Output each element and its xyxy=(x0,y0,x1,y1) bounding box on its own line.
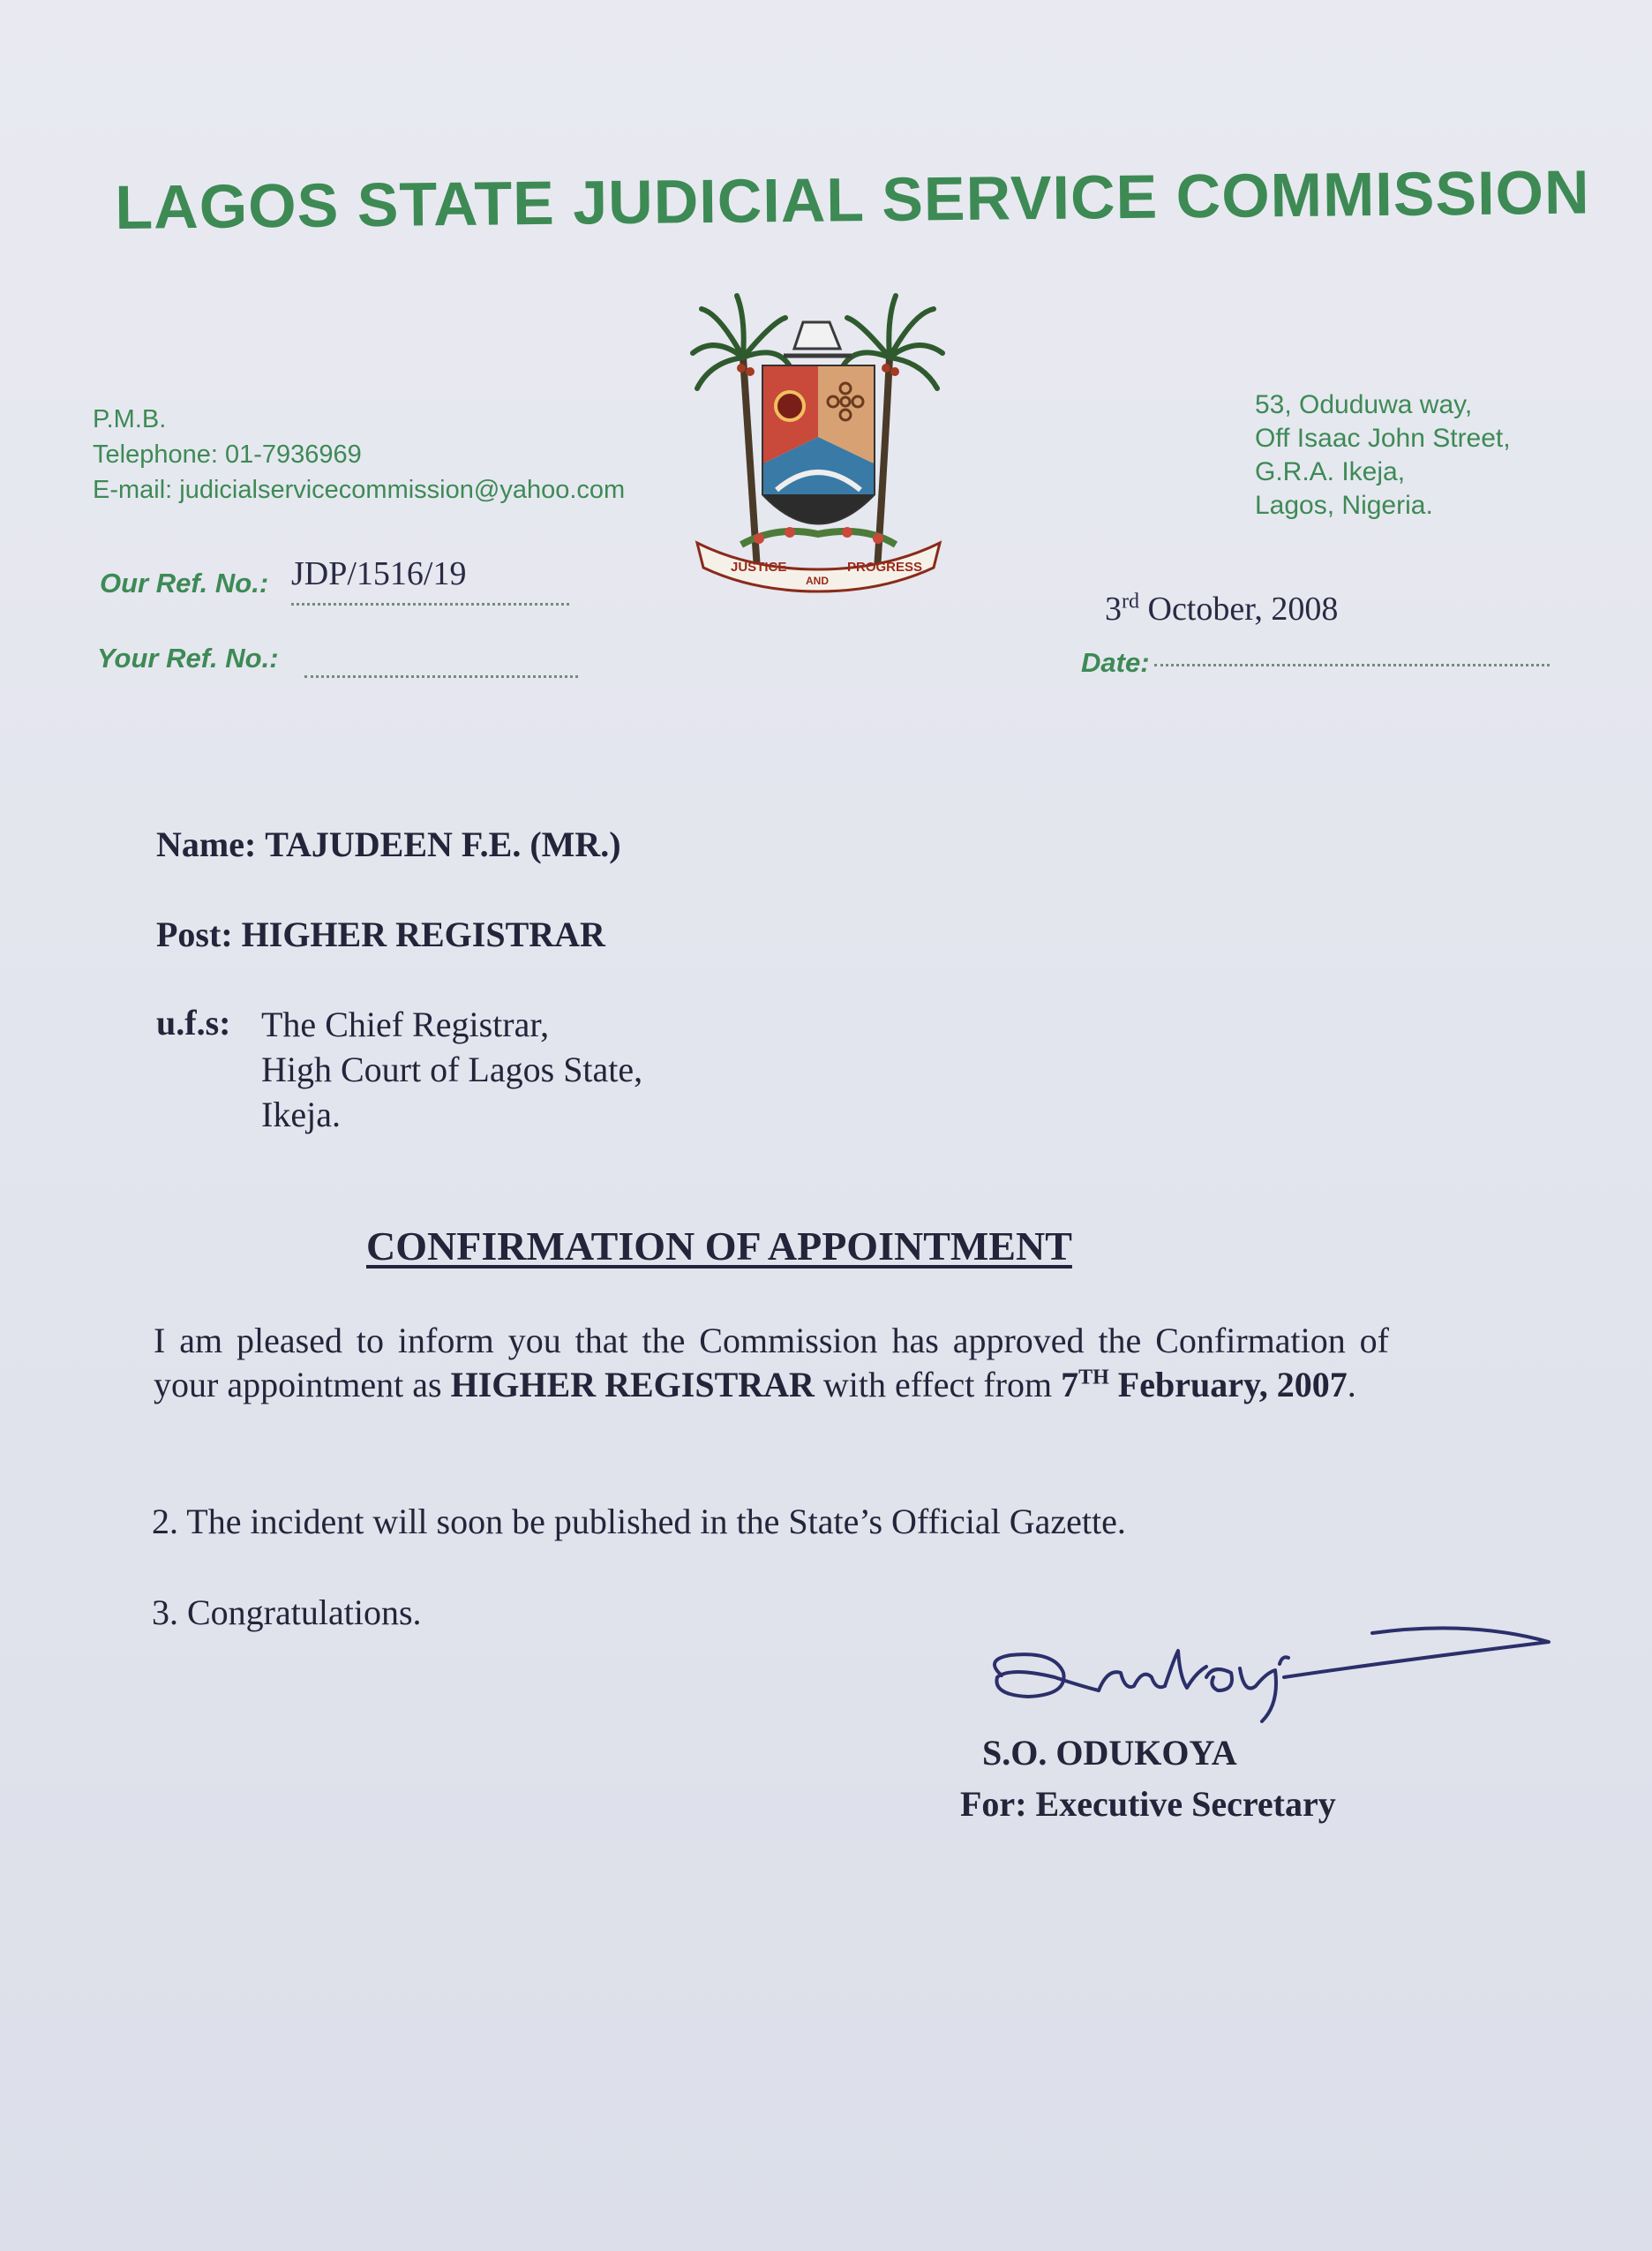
paragraph-1: I am pleased to inform you that the Commission has approved the Confirmation of your appointment as HIGHER REGISTRAR with effect from 7TH February, 2007. xyxy=(154,1321,1389,1405)
coat-of-arms-icon xyxy=(688,287,949,605)
ufs-line: The Chief Registrar, xyxy=(261,1005,550,1044)
our-ref-value: JDP/1516/19 xyxy=(291,555,467,592)
address-line: 53, Oduduwa way, xyxy=(1255,390,1473,419)
contact-block xyxy=(93,402,625,508)
recipient-post: Post: HIGHER REGISTRAR xyxy=(156,915,605,954)
signatory-title: For: Executive Secretary xyxy=(960,1784,1336,1824)
telephone: Telephone: 01-7936969 xyxy=(93,440,362,470)
recipient-name: Name: TAJUDEEN F.E. (MR.) xyxy=(156,824,621,864)
ufs-line: Ikeja. xyxy=(261,1095,341,1135)
paragraph-3: 3. Congratulations. xyxy=(152,1592,422,1632)
your-ref-line xyxy=(304,675,578,678)
motto-left: JUSTICE xyxy=(731,560,787,575)
signatory-name: S.O. ODUKOYA xyxy=(982,1733,1237,1773)
address-line: Lagos, Nigeria. xyxy=(1255,491,1433,521)
letterhead-title: LAGOS STATE JUDICIAL SERVICE COMMISSION xyxy=(115,157,1590,242)
paragraph-2: 2. The incident will soon be published in the State’s Official Gazette. xyxy=(152,1502,1126,1541)
email: E-mail: judicialservicecommission@yahoo.com xyxy=(93,476,626,505)
ufs-address xyxy=(261,1002,642,1138)
signature-scribble xyxy=(975,1624,1558,1739)
ufs-label: u.f.s: xyxy=(156,1003,231,1043)
motto-center: AND xyxy=(806,575,829,587)
address-line: Off Isaac John Street, xyxy=(1255,424,1511,454)
date-line xyxy=(1154,664,1550,666)
our-ref-line xyxy=(291,603,569,606)
your-ref-label: Your Ref. No.: xyxy=(97,643,279,674)
address-block xyxy=(1255,388,1511,523)
address-line: G.R.A. Ikeja, xyxy=(1255,457,1406,487)
letter-heading: CONFIRMATION OF APPOINTMENT xyxy=(366,1223,1072,1269)
ufs-line: High Court of Lagos State, xyxy=(261,1050,643,1090)
our-ref-label: Our Ref. No.: xyxy=(100,568,269,599)
date-value: 3rd October, 2008 xyxy=(1105,590,1339,628)
date-label: Date: xyxy=(1081,647,1150,678)
motto-right: PROGRESS xyxy=(847,560,923,575)
pmb: P.M.B. xyxy=(93,405,167,433)
